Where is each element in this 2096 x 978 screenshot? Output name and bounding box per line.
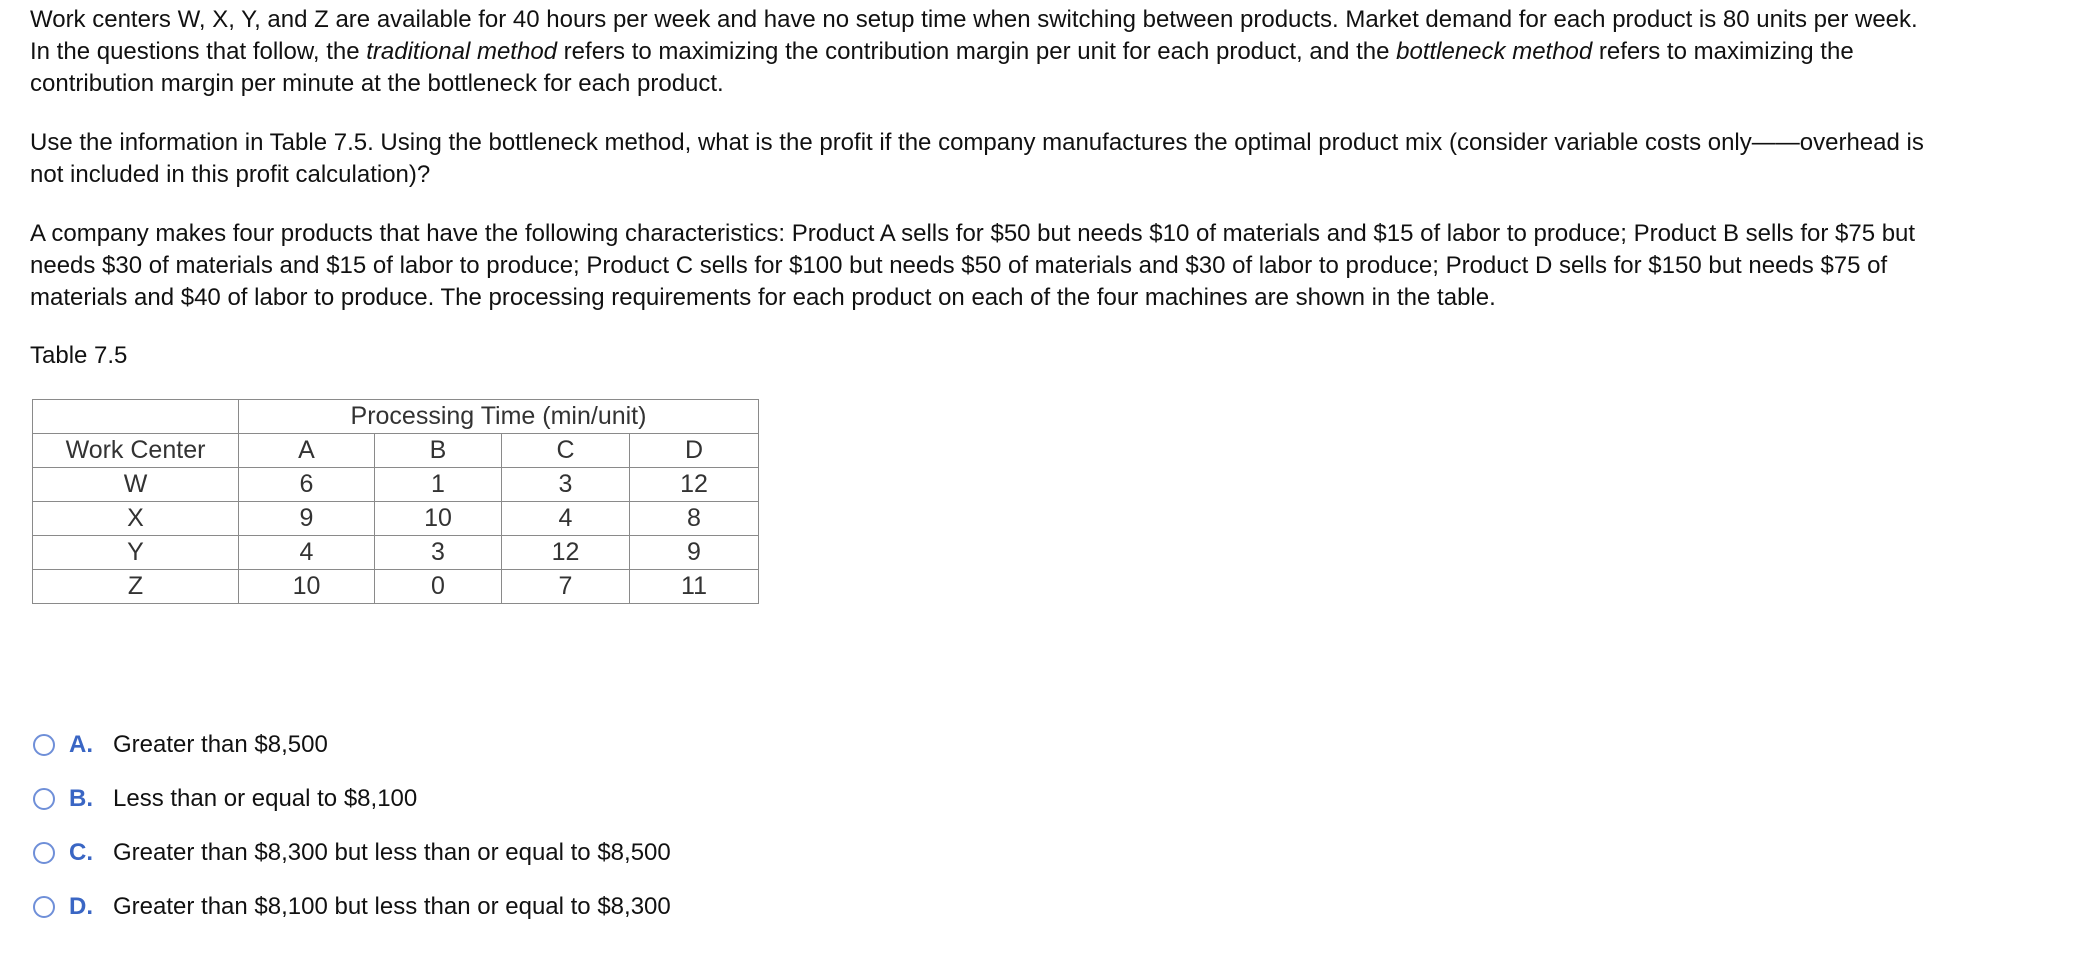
intro-line-2c: refers to maximizing the [1592, 38, 1854, 65]
table-cell: 11 [630, 570, 759, 604]
table-header-row [33, 434, 759, 468]
table-row [33, 502, 759, 536]
option-text: Less than or equal to $8,100 [113, 785, 418, 812]
table-cell: 6 [239, 468, 375, 502]
answer-option-b[interactable] [33, 772, 671, 826]
desc-line-1: A company makes four products that have the following characteristics: Product A sells for $50 but needs $10 of materials and $15 of labor to produce; Product B sells for $75 but [30, 220, 1916, 247]
table-cell: 8 [630, 502, 759, 536]
answer-option-d[interactable] [33, 880, 671, 934]
bottleneck-method-term: bottleneck method [1396, 38, 1593, 65]
table-empty-corner [33, 400, 239, 434]
header-product-b: B [375, 434, 502, 468]
header-work-center: Work Center [33, 434, 239, 468]
prompt-line-2: not included in this profit calculation)? [30, 161, 431, 188]
table-caption: Table 7.5 [30, 342, 128, 369]
table-cell: 9 [630, 536, 759, 570]
option-letter: A. [69, 731, 93, 758]
option-text: Greater than $8,100 but less than or equal to $8,300 [113, 893, 671, 920]
answer-option-a[interactable] [33, 718, 671, 772]
desc-line-2: needs $30 of materials and $15 of labor to produce; Product C sells for $100 but needs $50 of materials and $30 of labor to produce; Product D sells for $150 but needs $75 of [30, 252, 1888, 279]
intro-line-3: contribution margin per minute at the bottleneck for each product. [30, 70, 724, 97]
option-text: Greater than $8,500 [113, 731, 328, 758]
header-product-a: A [239, 434, 375, 468]
table-cell: 7 [502, 570, 630, 604]
table-cell: 1 [375, 468, 502, 502]
intro-line-1: Work centers W, X, Y, and Z are available for 40 hours per week and have no setup time when switching between products. Market demand for each product is 80 units per week. [30, 6, 1918, 33]
answer-option-c[interactable] [33, 826, 671, 880]
question-content [30, 4, 2090, 604]
table-cell: 10 [239, 570, 375, 604]
table-row [33, 536, 759, 570]
table-group-header-row [33, 400, 759, 434]
prompt-line-1: Use the information in Table 7.5. Using the bottleneck method, what is the profit if the company manufactures the optimal product mix (consider variable costs only——overhead is [30, 129, 1924, 156]
radio-button-icon[interactable] [33, 842, 55, 864]
table-cell: X [33, 502, 239, 536]
intro-line-2a: In the questions that follow, the [30, 38, 367, 65]
question-prompt [30, 127, 2090, 191]
header-product-d: D [630, 434, 759, 468]
table-cell: 9 [239, 502, 375, 536]
table-container [32, 399, 2090, 604]
traditional-method-term: traditional method [366, 38, 558, 65]
radio-button-icon[interactable] [33, 734, 55, 756]
option-text: Greater than $8,300 but less than or equal to $8,500 [113, 839, 671, 866]
processing-time-table [32, 399, 759, 604]
table-cell: 4 [502, 502, 630, 536]
table-cell: W [33, 468, 239, 502]
header-product-c: C [502, 434, 630, 468]
table-cell: Z [33, 570, 239, 604]
intro-line-2b: refers to maximizing the contribution margin per unit for each product, and the [557, 38, 1397, 65]
table-cell: 3 [375, 536, 502, 570]
option-letter: B. [69, 785, 93, 812]
table-row [33, 570, 759, 604]
question-intro [30, 4, 2090, 100]
table-cell: 12 [630, 468, 759, 502]
radio-button-icon[interactable] [33, 896, 55, 918]
option-letter: D. [69, 893, 93, 920]
product-description [30, 218, 2090, 314]
radio-button-icon[interactable] [33, 788, 55, 810]
table-row [33, 468, 759, 502]
table-cell: 3 [502, 468, 630, 502]
option-letter: C. [69, 839, 93, 866]
table-cell: 10 [375, 502, 502, 536]
answer-options [33, 718, 671, 934]
table-cell: 0 [375, 570, 502, 604]
table-cell: Y [33, 536, 239, 570]
table-group-header: Processing Time (min/unit) [239, 400, 759, 434]
table-cell: 12 [502, 536, 630, 570]
table-cell: 4 [239, 536, 375, 570]
desc-line-3: materials and $40 of labor to produce. The processing requirements for each product on each of the four machines are shown in the table. [30, 284, 1496, 311]
